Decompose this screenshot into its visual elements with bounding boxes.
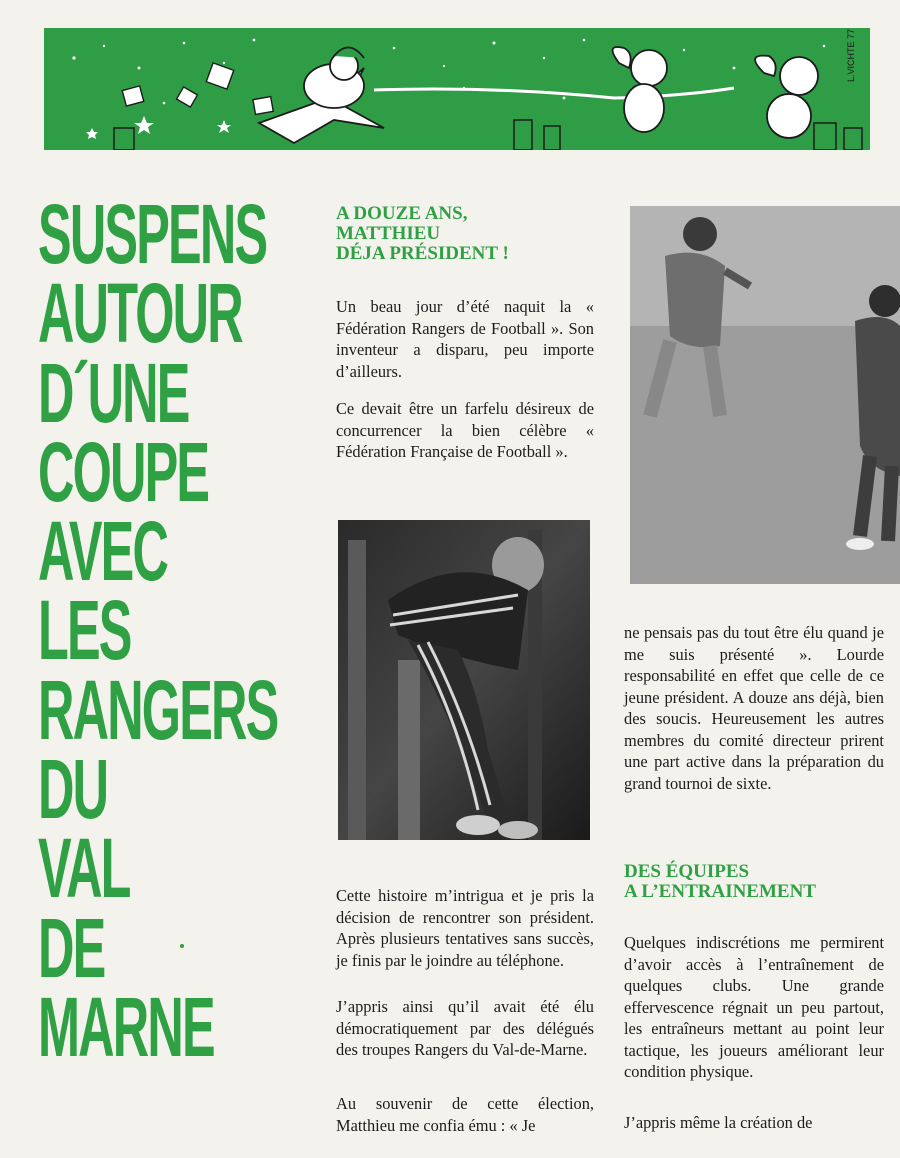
paragraph: Ce devait être un farfelu désireux de concurrencer la bien célèbre « Fédération Française de Football ».: [336, 399, 594, 461]
section-title-line: A DOUZE ANS,: [336, 203, 468, 224]
paragraph: Un beau jour d’été naquit la « Fédération Rangers de Football ». Son inventeur a disparu, peu importe d’ailleurs.: [336, 297, 594, 381]
section-title-line: DES ÉQUIPES: [624, 861, 750, 882]
santa-character: [259, 47, 384, 143]
section-title: [624, 862, 884, 902]
headline-line: AVEC: [38, 504, 168, 599]
paragraph: ne pensais pas du tout être élu quand je me suis présenté ». Lourde responsabilité en effet que celle de ce jeune président. A douze ans déjà, bien des soucis. Heureusement les autres membres du comité directeur prirent une part active dans la préparation du grand tournoi de sixte.: [624, 623, 884, 793]
paragraph: Quelques indiscrétions me permirent d’avoir accès à l’entraînement de quelques clubs. Une grande effervescence régnait un peu partout, les entraîneurs mettant au point leur tactique, les joueurs améliorant leur condition physique.: [624, 933, 884, 1081]
banner-illustration: [44, 28, 870, 150]
angel-characters: [613, 47, 818, 138]
decorative-dot: [180, 944, 184, 948]
headline-line: D´UNE: [38, 345, 189, 440]
gift-boxes: [122, 63, 273, 115]
headline-line: VAL: [38, 821, 130, 916]
section-title-line: MATTHIEU: [336, 223, 441, 244]
photo-football-players: [630, 206, 900, 584]
paragraph: Cette histoire m’intrigua et je pris la décision de rencontrer son président. Après plusieurs tentatives sans succès, je finis par le joindre au téléphone.: [336, 886, 594, 970]
headline-line: DU: [38, 742, 108, 837]
chimneys: [114, 120, 862, 150]
headline-line: RANGERS: [38, 662, 278, 757]
paragraph: J’appris ainsi qu’il avait été élu démocratiquement par des délégués des troupes Rangers du Val-de-Marne.: [336, 997, 594, 1059]
rope: [374, 88, 734, 98]
headline-line: COUPE: [38, 424, 209, 519]
paragraph: J’appris même la création de: [624, 1113, 813, 1132]
artist-signature: L.VICHTE 77: [846, 28, 856, 82]
photo-boy-jumping: [338, 520, 590, 840]
headline-line: DE: [38, 900, 105, 995]
headline: [38, 187, 278, 1074]
headline-line: SUSPENS: [38, 187, 267, 281]
headline-line: LES: [38, 583, 131, 678]
section-title-line: DÉJA PRÉSIDENT !: [336, 243, 509, 264]
cartoon-banner: [44, 28, 870, 150]
section-title: [336, 204, 596, 264]
section-title-line: A L’ENTRAINEMENT: [624, 881, 816, 902]
headline-line: MARNE: [38, 979, 214, 1074]
headline-line: AUTOUR: [38, 266, 242, 361]
paragraph: Au souvenir de cette élection, Matthieu me confia ému : « Je: [336, 1094, 594, 1135]
